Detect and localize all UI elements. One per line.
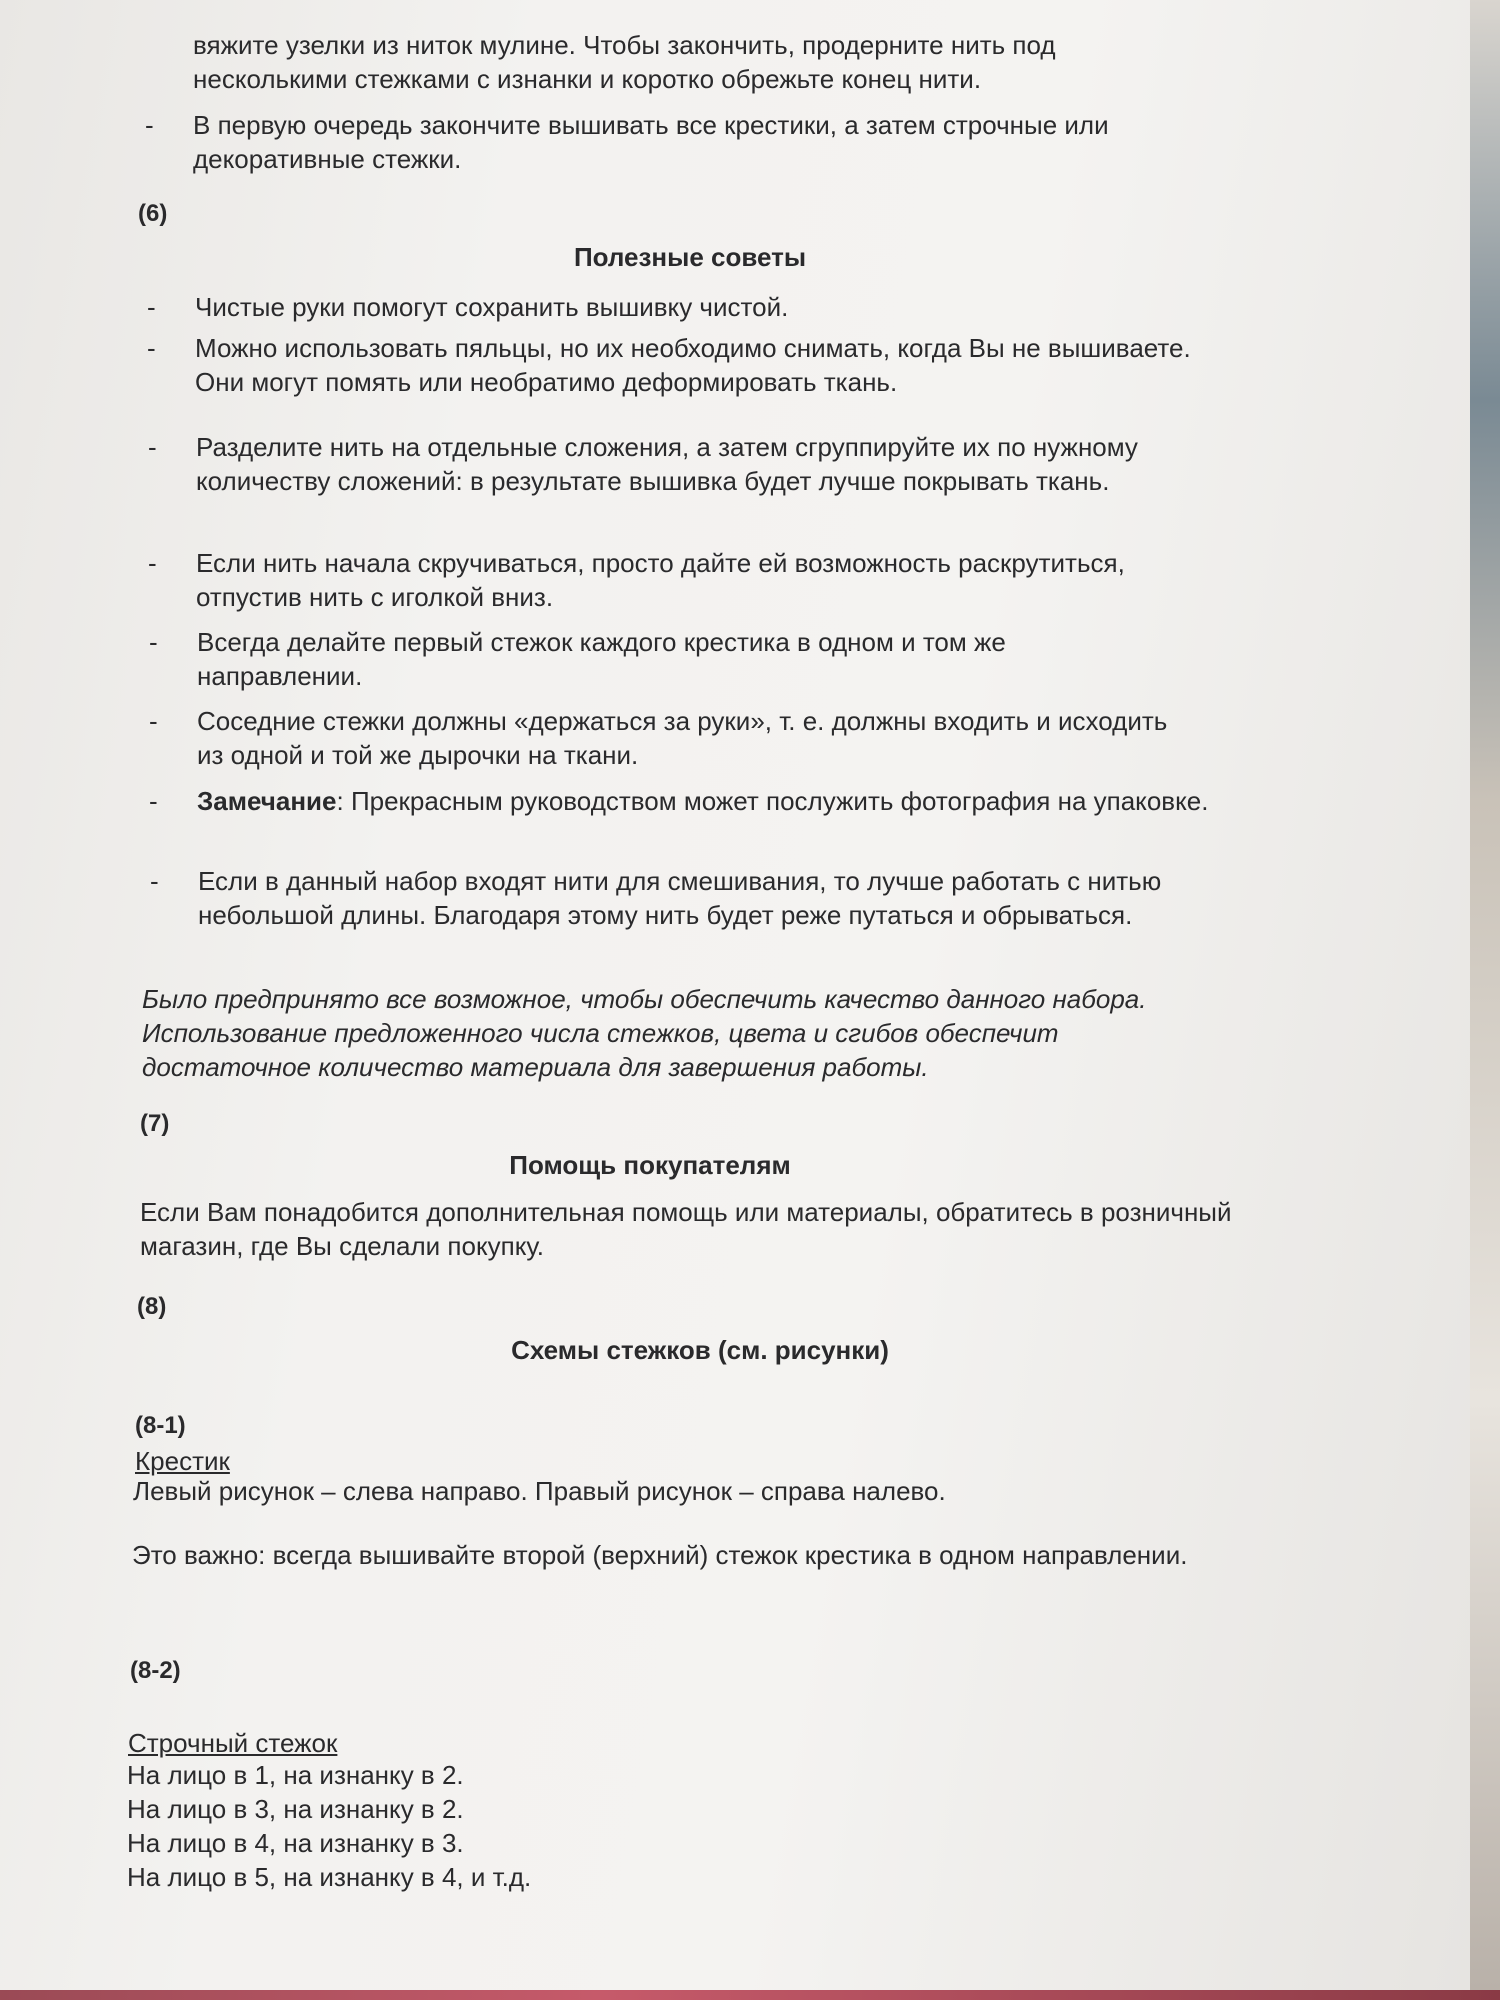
tip-text: Разделите нить на отдельные сложения, а затем сгруппируйте их по нужному количеству сложений: в результате вышивка будет лучше покрывать ткань. [196,432,1138,496]
subsection-8-2-number: (8-2) [130,1657,181,1684]
step-line: На лицо в 4, на изнанку в 3. [127,1828,464,1858]
intro-text [193,28,1253,96]
note-label: Замечание [197,786,337,816]
tip-item [149,704,1197,772]
running-stitch-heading: Строчный стежок [128,1728,338,1758]
bullet-dash: - [149,786,158,816]
step-line: На лицо в 3, на изнанку в 2. [127,1794,464,1824]
intro-line-2: несколькими стежками с изнанки и коротко обрежьте конец нити. [193,64,982,94]
note-text: : Прекрасным руководством может послужить фотография на упаковке. [336,786,1209,816]
quality-note: Было предпринято все возможное, чтобы обеспечить качество данного набора. Использование предложенного числа стежков, цвета и сгибов обеспечит достаточное количество материала для завершения работы. [142,984,1147,1082]
bullet-dash: - [149,706,158,736]
background-bottom-edge [0,1990,1500,2000]
section-6-title: Полезные советы [573,242,807,272]
customer-help-text: Если Вам понадобится дополнительная помощь или материалы, обратитесь в розничный магазин, где Вы сделали покупку. [140,1197,1232,1261]
bullet-dash: - [149,627,158,657]
bullet-dash: - [148,548,157,578]
note-item [149,784,1237,818]
tip-text: Можно использовать пяльцы, но их необходимо снимать, когда Вы не вышиваете. Они могут помять или необратимо деформировать ткань. [195,333,1191,397]
tip-item [148,430,1196,498]
step-line: На лицо в 1, на изнанку в 2. [127,1760,464,1790]
tip-item [147,331,1195,399]
tip-item [148,546,1196,614]
tip-text: Всегда делайте первый стежок каждого крестика в одном и том же направлении. [197,627,1006,691]
bullet-dash: - [145,110,154,140]
subsection-8-1-number: (8-1) [135,1412,186,1439]
intro-line-1: вяжите узелки из ниток мулине. Чтобы закончить, продерните нить под [193,30,1056,60]
background-edge [1470,0,1500,2000]
section-7-title: Помощь покупателям [509,1150,791,1180]
bullet-dash: - [147,292,156,322]
tip-text: Чистые руки помогут сохранить вышивку чистой. [195,292,789,322]
tip-text: Соседние стежки должны «держаться за руки», т. е. должны входить и исходить из одной и той же дырочки на ткани. [197,706,1168,770]
cross-stitch-text: Левый рисунок – слева направо. Правый рисунок – справа налево. [133,1476,946,1506]
tip-text: Если нить начала скручиваться, просто дайте ей возможность раскрутиться, отпустив нить с иголкой вниз. [196,548,1125,612]
running-stitch-steps [127,1758,1027,1894]
bullet-dash: - [147,333,156,363]
bullet-dash: - [150,866,159,896]
important-note: Это важно: всегда вышивайте второй (верхний) стежок крестика в одном направлении. [132,1540,1188,1570]
tip-item [149,625,1177,693]
bullet-dash: - [148,432,157,462]
section-6-number: (6) [138,200,168,227]
tip-item [147,290,1255,324]
section-8-number: (8) [137,1293,167,1320]
step-line: На лицо в 5, на изнанку в 4, и т.д. [127,1862,532,1892]
cross-stitch-heading: Крестик [135,1446,230,1476]
tip-item [150,864,1218,932]
intro-bullet-text: В первую очередь закончите вышивать все крестики, а затем строчные или декоративные стежки. [193,110,1109,174]
intro-bullet [145,108,1253,176]
section-7-number: (7) [140,1110,170,1137]
section-8-title: Схемы стежков (см. рисунки) [511,1335,889,1365]
tip-text: Если в данный набор входят нити для смешивания, то лучше работать с нитью небольшой длины. Благодаря этому нить будет реже путаться и обрываться. [198,866,1162,930]
